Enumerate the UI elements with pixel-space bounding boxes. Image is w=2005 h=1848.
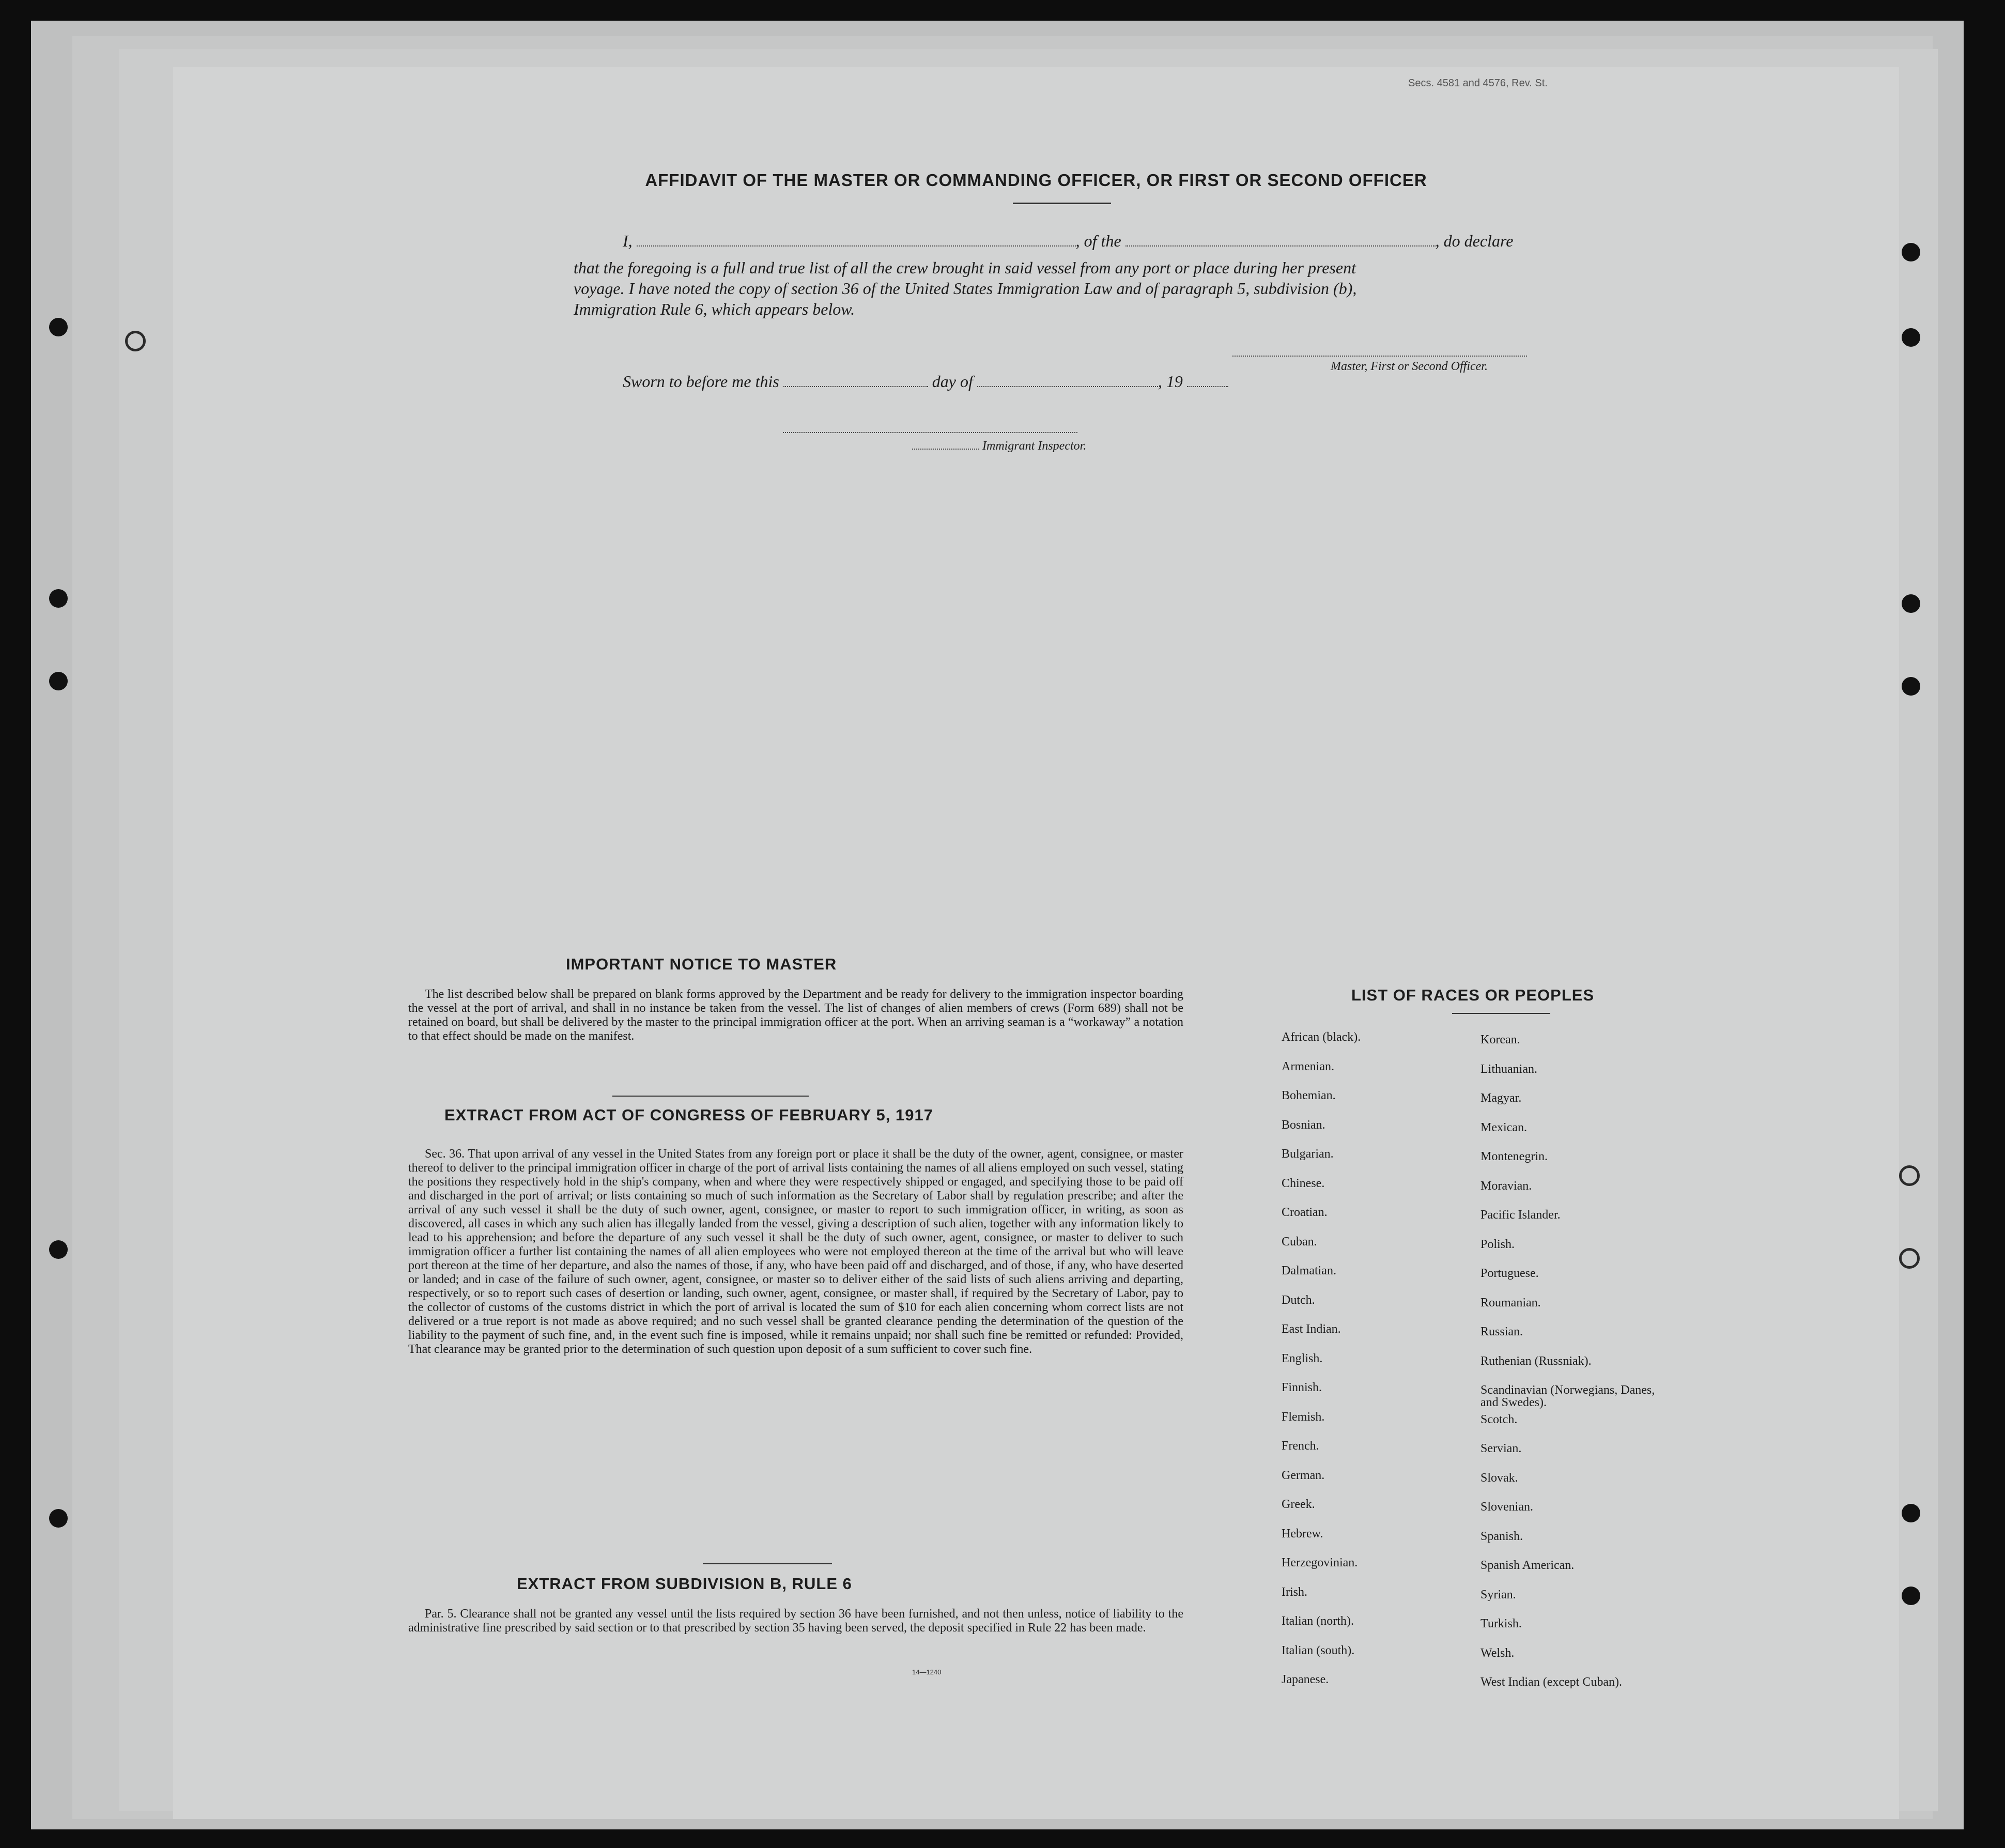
race-item: Italian (north).	[1282, 1614, 1354, 1628]
extract-rule-body	[408, 1607, 1183, 1635]
race-item: Portuguese.	[1480, 1267, 1539, 1280]
text-i: I,	[623, 232, 633, 250]
binder-hole	[1902, 677, 1920, 696]
master-signature-label: Master, First or Second Officer.	[1331, 360, 1488, 373]
affidavit-line-4: Immigration Rule 6, which appears below.	[574, 300, 855, 318]
inspector-signature-label	[912, 439, 1086, 453]
race-item: Scandinavian (Norwegians, Danes, and Swedes).	[1480, 1383, 1655, 1409]
form-number: 14—1240	[912, 1668, 942, 1676]
binder-hole	[49, 672, 68, 690]
race-item: Magyar.	[1480, 1091, 1522, 1105]
form-reference: Secs. 4581 and 4576, Rev. St.	[1408, 78, 1548, 89]
day-blank	[783, 383, 928, 387]
race-item: Polish.	[1480, 1237, 1515, 1251]
text-year: , 19	[1158, 372, 1183, 391]
affidavit-line-3: voyage. I have noted the copy of section 36 of the United States Immigration Law and of paragraph 5, subdivision (b),	[574, 279, 1357, 298]
race-item: Chinese.	[1282, 1176, 1325, 1190]
binder-hole	[125, 331, 146, 351]
races-column-2	[1480, 1034, 1667, 1705]
race-item: Moravian.	[1480, 1179, 1532, 1193]
divider	[703, 1563, 832, 1564]
month-blank	[977, 383, 1158, 387]
race-item: Slovak.	[1480, 1471, 1518, 1485]
affidavit-title: AFFIDAVIT OF THE MASTER OR COMMANDING OFFICER, OR FIRST OR SECOND OFFICER	[645, 171, 1427, 190]
race-item: Slovenian.	[1480, 1500, 1533, 1514]
binder-hole	[1899, 1165, 1920, 1186]
race-item: Scotch.	[1480, 1412, 1518, 1426]
race-item: Irish.	[1282, 1585, 1307, 1599]
race-item: Russian.	[1480, 1325, 1523, 1338]
year-blank	[1187, 383, 1228, 387]
binder-hole	[1902, 594, 1920, 613]
text-day-of: day of	[932, 372, 973, 391]
binder-hole	[1902, 243, 1920, 261]
race-item: Mexican.	[1480, 1120, 1527, 1134]
races-column-1	[1282, 1031, 1468, 1703]
binder-hole	[49, 1509, 68, 1528]
race-item: Bosnian.	[1282, 1118, 1325, 1132]
text-of-the: , of the	[1075, 232, 1121, 250]
binder-hole	[1899, 1248, 1920, 1269]
divider	[612, 1096, 809, 1097]
race-item: African (black).	[1282, 1030, 1361, 1044]
race-item: Turkish.	[1480, 1617, 1522, 1630]
race-item: Spanish American.	[1480, 1559, 1575, 1572]
race-item: Armenian.	[1282, 1059, 1334, 1073]
master-signature-line	[1232, 352, 1527, 357]
binder-hole	[1902, 1504, 1920, 1522]
race-item: Cuban.	[1282, 1235, 1317, 1249]
race-item: Finnish.	[1282, 1381, 1322, 1394]
race-item: Italian (south).	[1282, 1643, 1355, 1657]
binder-hole	[49, 1240, 68, 1259]
text-do-declare: , do declare	[1435, 232, 1514, 250]
race-item: Spanish.	[1480, 1529, 1523, 1543]
race-item: Lithuanian.	[1480, 1062, 1537, 1076]
race-item: West Indian (except Cuban).	[1480, 1675, 1622, 1689]
sworn-line	[623, 372, 1228, 391]
race-item: Hebrew.	[1282, 1527, 1323, 1541]
race-item: English.	[1282, 1351, 1323, 1365]
binder-hole	[49, 589, 68, 608]
extract-act-body	[408, 1147, 1183, 1357]
race-item: Japanese.	[1282, 1673, 1329, 1686]
inspector-dots	[912, 445, 979, 450]
race-item: Roumanian.	[1480, 1296, 1541, 1310]
extract-rule-title: EXTRACT FROM SUBDIVISION B, RULE 6	[517, 1575, 852, 1593]
inspector-label-text: Immigrant Inspector.	[982, 439, 1087, 453]
race-item: Pacific Islander.	[1480, 1208, 1561, 1222]
notice-body	[408, 988, 1183, 1043]
race-item: Greek.	[1282, 1498, 1315, 1511]
races-title: LIST OF RACES OR PEOPLES	[1351, 986, 1595, 1004]
race-item: Montenegrin.	[1480, 1150, 1548, 1163]
race-item: Dutch.	[1282, 1293, 1315, 1307]
extract-rule-paragraph: Par. 5. Clearance shall not be granted any vessel until the lists required by section 36 have been furnished, and not then unless, notice of liability to the administrative fine prescribed by said section or to that prescribed by section 35 having been served, the deposit specified in Rule 22 has been made.	[408, 1607, 1183, 1635]
affidavit-line-2: that the foregoing is a full and true list of all the crew brought in said vessel from any port or place during her present	[574, 258, 1356, 277]
race-item: Croatian.	[1282, 1206, 1328, 1219]
inspector-signature-line	[783, 429, 1077, 433]
extract-act-title: EXTRACT FROM ACT OF CONGRESS OF FEBRUARY 5, 1917	[444, 1106, 933, 1124]
race-item: Bulgarian.	[1282, 1147, 1334, 1161]
race-item: Bohemian.	[1282, 1089, 1336, 1102]
divider	[1452, 1013, 1550, 1014]
race-item: Korean.	[1480, 1033, 1520, 1046]
race-item: Ruthenian (Russniak).	[1480, 1354, 1592, 1368]
race-item: German.	[1282, 1468, 1325, 1482]
notice-title: IMPORTANT NOTICE TO MASTER	[566, 955, 837, 973]
binder-hole	[1902, 328, 1920, 347]
race-item: Welsh.	[1480, 1646, 1515, 1660]
vessel-blank	[1125, 242, 1436, 247]
binder-hole	[1902, 1587, 1920, 1605]
notice-paragraph: The list described below shall be prepared on blank forms approved by the Department and be ready for delivery to the immigration inspector boarding the vessel at the port of arrival, and shall in no instance be taken from the vessel. The list of changes of alien members of crews (Form 689) shall not be retained on board, but shall be delivered by the master to the principal immigration officer at the port. When an arriving seaman is a “workaway” a notation to that effect should be made on the manifest.	[408, 988, 1183, 1043]
document-page	[173, 67, 1899, 1819]
race-item: Dalmatian.	[1282, 1264, 1336, 1277]
extract-act-paragraph: Sec. 36. That upon arrival of any vessel in the United States from any foreign port or place it shall be the duty of the owner, agent, consignee, or master thereof to deliver to the principal immigration officer in charge of the port of arrival lists containing the names of all aliens employed on such vessel, stating the positions they respectively hold in the ship's company, when and where they were respectively shipped or engaged, and specifying those to be paid off and discharged in the port of arrival; or lists containing so much of such information as the Secretary of Labor shall by regulation prescribe; and after the arrival of any such vessel it shall be the duty of such owner, agent, consignee, or master to report to such immigration officer, in writing, as soon as discovered, all cases in which any such alien has illegally landed from the vessel, giving a description of such alien, together with any information likely to lead to his apprehension; and before the departure of any such vessel it shall be the duty of such owner, agent, consignee, or master to deliver to such immigration officer a further list containing the names of all alien employees who were not employed thereon at the time of the arrival but who will leave port thereon at the time of her departure, and also the names of those, if any, who have been paid off and discharged, and of those, if any, who have deserted or landed; and in case of the failure of such owner, agent, consignee, or master so to deliver either of the said lists of such aliens arriving and departing, respectively, or so to report such cases of desertion or landing, such owner, agent, consignee, or master shall, if required by the Secretary of Labor, pay to the collector of customs of the customs district in which the port of arrival is located the sum of $10 for each alien concerning whom correct lists are not delivered or a true report is not made as above required; and no such vessel shall be granted clearance pending the determination of the question of the liability to the payment of such fine, and, in the event such fine is imposed, while it remains unpaid; nor shall such fine be remitted or refunded: Provided, That clearance may be granted prior to the determination of such question upon deposit of a sum sufficient to cover such fine.	[408, 1147, 1183, 1356]
race-item: French.	[1282, 1439, 1319, 1453]
race-item: East Indian.	[1282, 1322, 1341, 1336]
binder-hole	[49, 318, 68, 336]
text-sworn: Sworn to before me this	[623, 372, 779, 391]
affidavit-line-1	[623, 232, 1513, 251]
race-item: Herzegovinian.	[1282, 1556, 1358, 1569]
race-item: Flemish.	[1282, 1410, 1325, 1424]
name-blank	[637, 242, 1076, 247]
race-item: Syrian.	[1480, 1588, 1516, 1601]
divider	[1013, 203, 1111, 204]
race-item: Servian.	[1480, 1442, 1522, 1455]
